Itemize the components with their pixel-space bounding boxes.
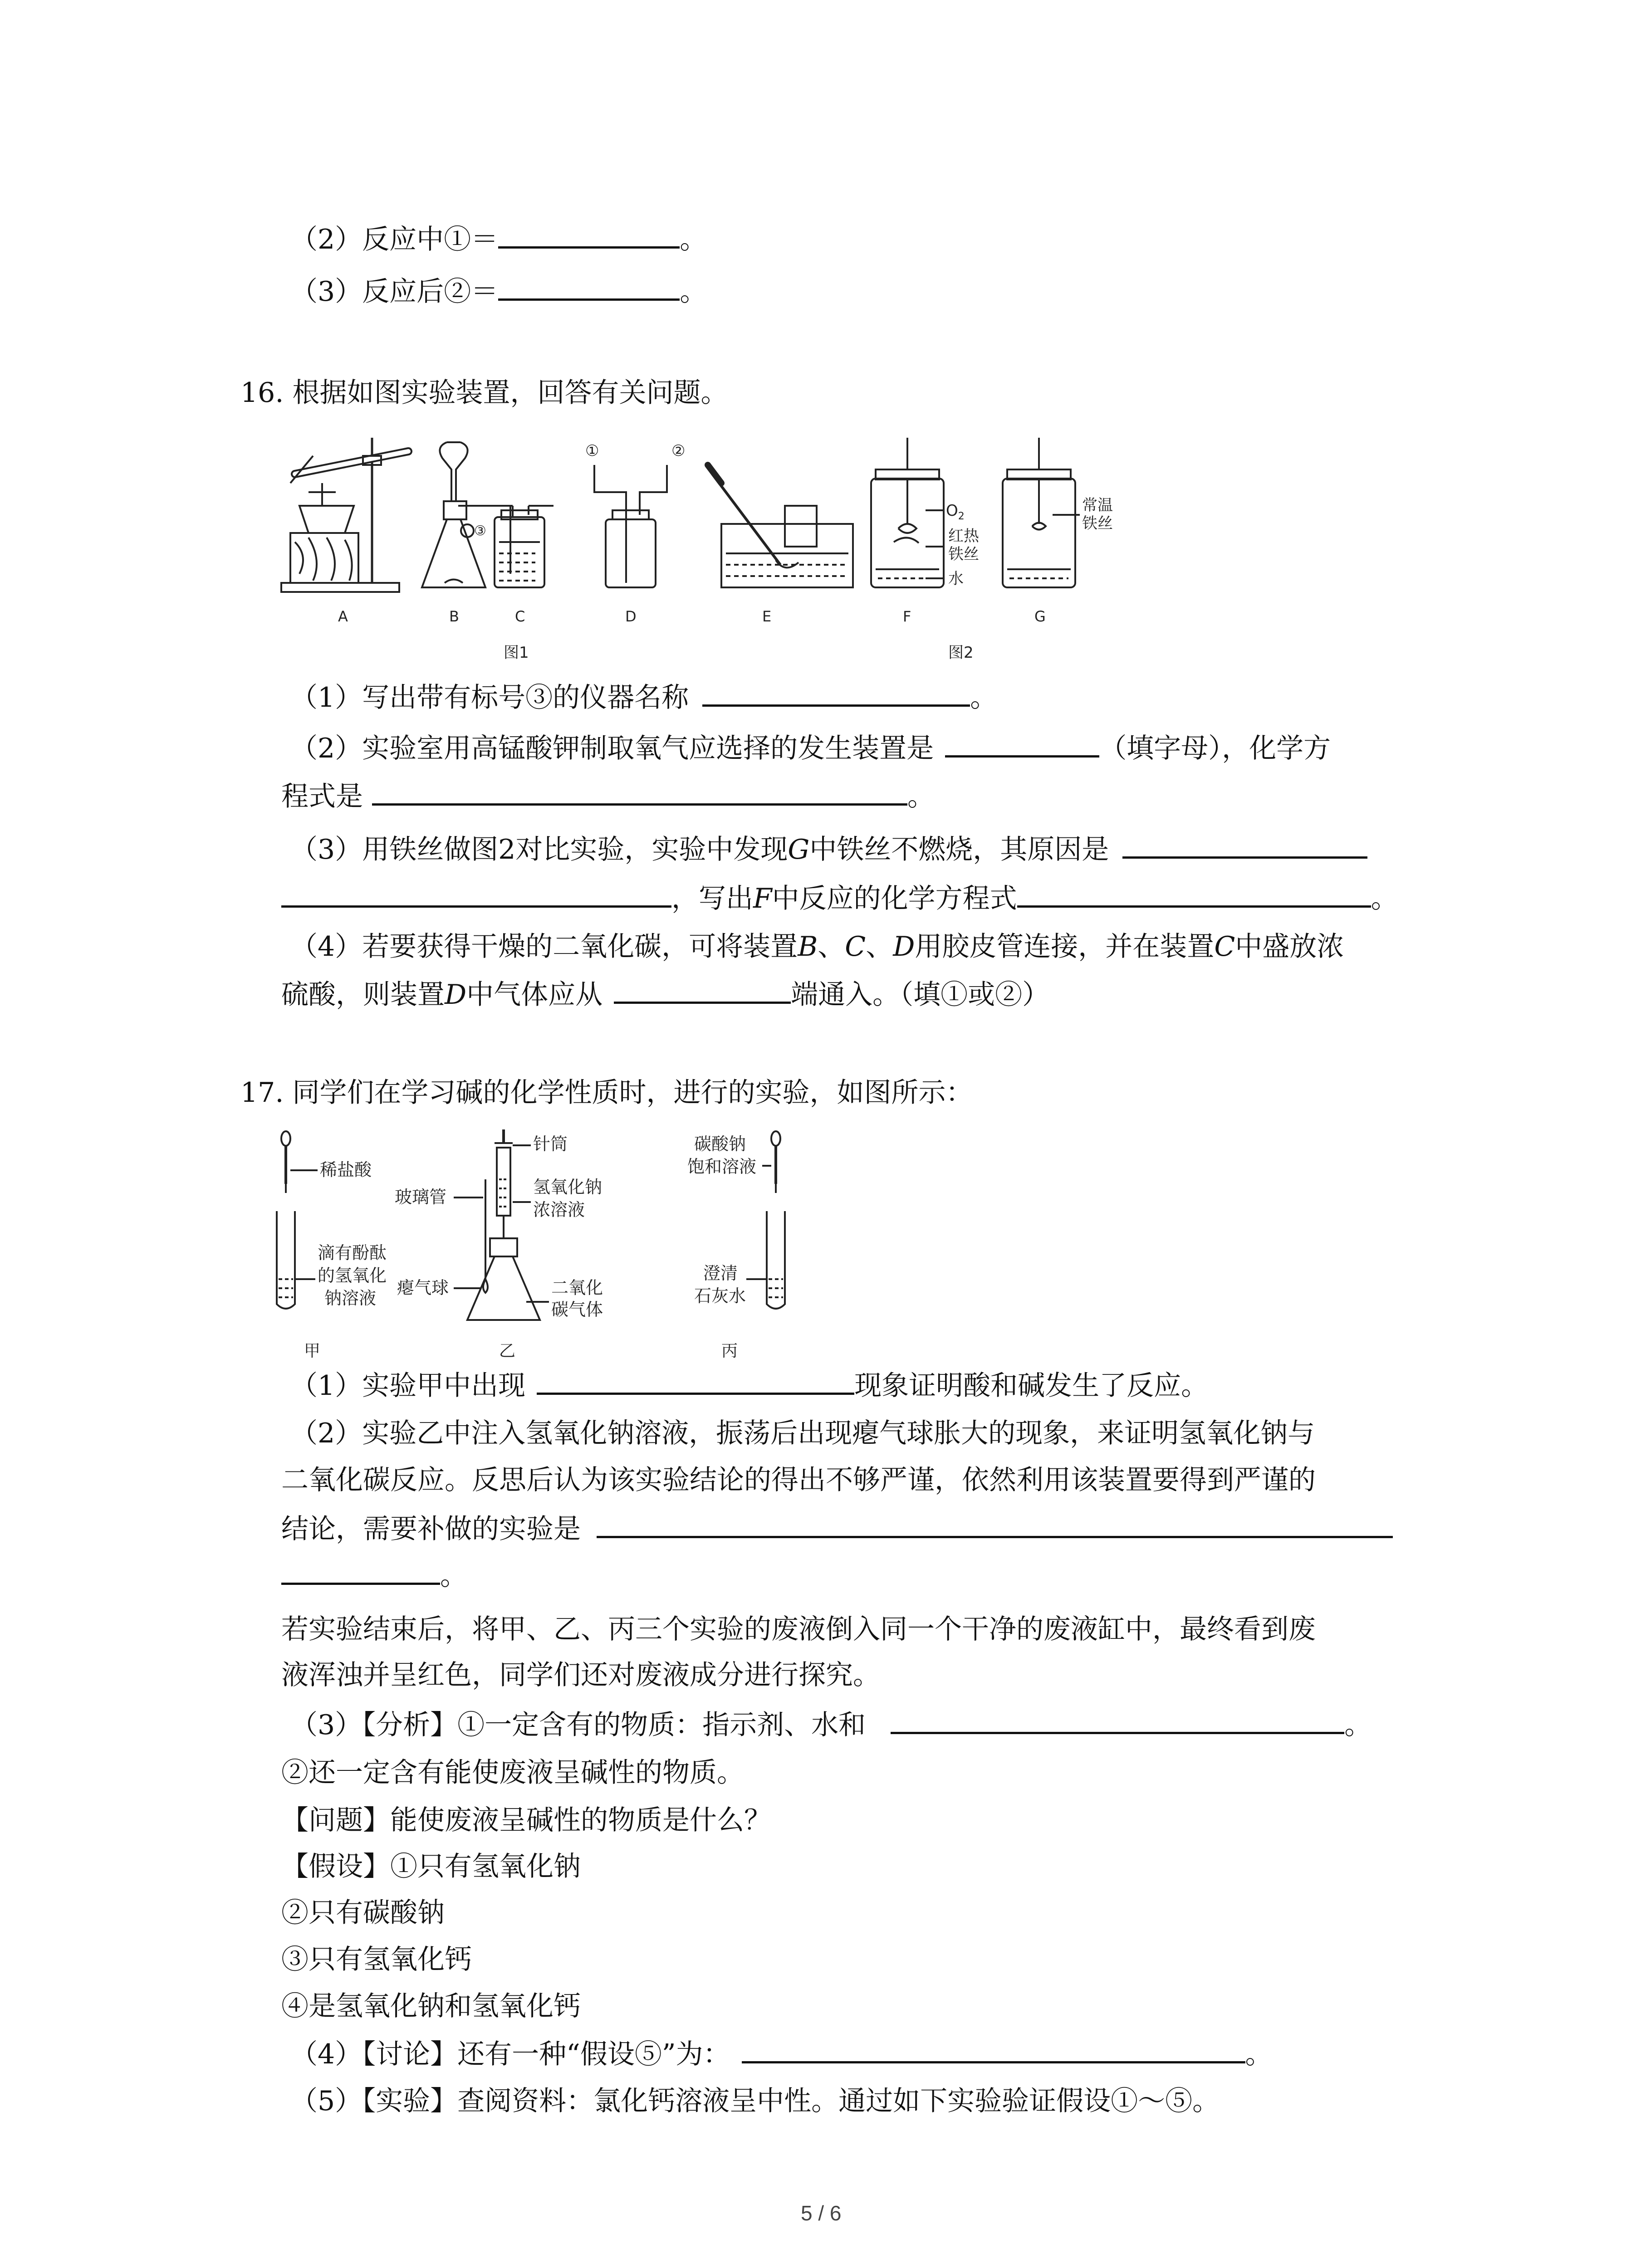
q16-part-4-line-1: （4）若要获得干燥的二氧化碳，可将装置B、C、D用胶皮管连接，并在装置C中盛放浓 [290,931,1344,963]
apparatus-e [708,465,853,587]
apparatus-a [281,438,408,592]
q17-part-2-line-4: 。 [281,1557,467,1594]
svg-text:碳气体: 碳气体 [551,1300,603,1320]
answer-blank[interactable] [597,1510,1393,1538]
answer-blank[interactable] [1122,831,1367,859]
experiment-yi [395,1129,603,1360]
label-c: C [515,608,525,625]
svg-text:水: 水 [948,570,964,588]
experiment-bing [687,1131,785,1360]
caption-jia: 甲 [304,1342,321,1360]
apparatus-c [495,506,554,587]
svg-text:石灰水: 石灰水 [694,1286,746,1306]
svg-text:二氧化: 二氧化 [551,1278,603,1298]
answer-blank[interactable] [702,679,970,707]
svg-text:钠溶液: 钠溶液 [324,1288,377,1308]
svg-text:②: ② [671,442,686,460]
label-b: B [449,608,459,625]
label-a: A [338,608,348,625]
caption-yi: 乙 [499,1342,516,1360]
svg-text:玻璃管: 玻璃管 [395,1187,447,1207]
svg-text:铁丝: 铁丝 [948,545,979,563]
q16-part-2-line-1: （2）实验室用高锰酸钾制取氧气应选择的发生装置是 （填字母），化学方 [290,730,1331,767]
svg-text:碳酸钠: 碳酸钠 [694,1134,746,1154]
svg-text:瘪气球: 瘪气球 [397,1278,449,1298]
svg-text:的氢氧化: 的氢氧化 [318,1266,387,1286]
q15-line-2: （2）反应中①＝ 。 [290,221,707,258]
q17-hypothesis-2: ②只有碳酸钠 [281,1897,445,1929]
q17-part-2-line-1: （2）实验乙中注入氢氧化钠溶液，振荡后出现瘪气球胀大的现象，来证明氢氧化钠与 [290,1418,1315,1449]
apparatus-b [422,442,513,587]
svg-text:氢氧化钠: 氢氧化钠 [533,1177,603,1197]
figure-1-caption: 图1 [504,644,529,662]
answer-blank[interactable] [372,778,907,806]
q17-part-2-line-3: 结论，需要补做的实验是 [281,1510,1393,1547]
answer-blank[interactable] [1017,880,1371,908]
q17-experiment-figure [272,1129,817,1365]
figure-2-caption: 图2 [948,644,974,662]
svg-text:红热: 红热 [948,527,979,545]
svg-text:滴有酚酞: 滴有酚酞 [318,1243,387,1263]
apparatus-g [1003,438,1113,587]
answer-blank[interactable] [537,1367,854,1395]
q16-part-2-line-2: 程式是 。 [281,778,935,815]
answer-blank[interactable] [498,221,680,249]
q17-hypothesis-4: ④是氢氧化钠和氢氧化钙 [281,1990,581,2022]
apparatus-f [871,438,980,588]
svg-text:③: ③ [474,523,486,539]
q17-question: 【问题】能使废液呈碱性的物质是什么？ [281,1804,771,1836]
svg-text:澄清: 澄清 [703,1263,738,1283]
q17-hypothesis-1: 【假设】①只有氢氧化钠 [281,1851,581,1882]
q16-apparatus-figure [272,438,1161,674]
q17-part-5: （5）【实验】查阅资料：氯化钙溶液呈中性。通过如下实验验证假设①～⑤。 [290,2085,1220,2117]
page-number: 5 / 6 [801,2201,842,2225]
q16-stem: 16. 根据如图实验装置，回答有关问题。 [240,377,728,409]
q17-stem: 17. 同学们在学习碱的化学性质时，进行的实验，如图所示： [240,1077,973,1109]
svg-text:饱和溶液: 饱和溶液 [687,1157,757,1177]
svg-text:常温: 常温 [1082,496,1113,514]
q17-paragraph-line-2: 液浑浊并呈红色，同学们还对废液成分进行探究。 [281,1659,880,1691]
answer-blank[interactable] [281,880,671,908]
label-f: F [903,608,911,625]
q17-part-4: （4）【讨论】还有一种“假设⑤”为： 。 [290,2036,1273,2072]
q16-part-1: （1）写出带有标号③的仪器名称 。 [290,679,997,716]
q17-paragraph-line-1: 若实验结束后，将甲、乙、丙三个实验的废液倒入同一个干净的废液缸中，最终看到废 [281,1613,1316,1645]
svg-text:O2: $O_2$ [946,502,965,522]
label-g: G [1034,608,1046,625]
q17-part-2-line-2: 二氧化碳反应。反思后认为该实验结论的得出不够严谨，依然利用该装置要得到严谨的 [281,1464,1316,1496]
q17-part-1: （1）实验甲中出现 现象证明酸和碱发生了反应。 [290,1367,1208,1404]
label-e: E [762,608,772,625]
label-d: D [625,608,637,625]
svg-text:铁丝: 铁丝 [1082,514,1113,533]
q15-line-3: （3）反应后②＝ 。 [290,273,707,310]
svg-text:①: ① [585,442,599,460]
answer-blank[interactable] [281,1557,440,1585]
answer-blank[interactable] [891,1706,1344,1734]
q17-part-3-line-2: ②还一定含有能使废液呈碱性的物质。 [281,1757,744,1789]
apparatus-d [585,442,685,587]
q17-hypothesis-3: ③只有氢氧化钙 [281,1944,472,1975]
answer-blank[interactable] [498,273,680,301]
caption-bing: 丙 [721,1342,738,1360]
svg-text:浓溶液: 浓溶液 [533,1200,585,1220]
svg-text:稀盐酸: 稀盐酸 [320,1160,372,1180]
q16-part-4-line-2: 硫酸，则装置D中气体应从 端通入。（填①或②） [281,976,1049,1013]
q16-part-3-line-2: ，写出F中反应的化学方程式 。 [281,880,1398,917]
answer-blank[interactable] [742,2036,1245,2063]
q16-part-3-line-1: （3）用铁丝做图2对比实验，实验中发现G中铁丝不燃烧，其原因是 [290,831,1367,868]
svg-text:针筒: 针筒 [533,1134,568,1154]
answer-blank[interactable] [614,976,791,1004]
q17-part-3-line-1: （3）【分析】①一定含有的物质：指示剂、水和 。 [290,1706,1372,1743]
experiment-jia [277,1131,387,1360]
answer-blank[interactable] [945,730,1099,758]
